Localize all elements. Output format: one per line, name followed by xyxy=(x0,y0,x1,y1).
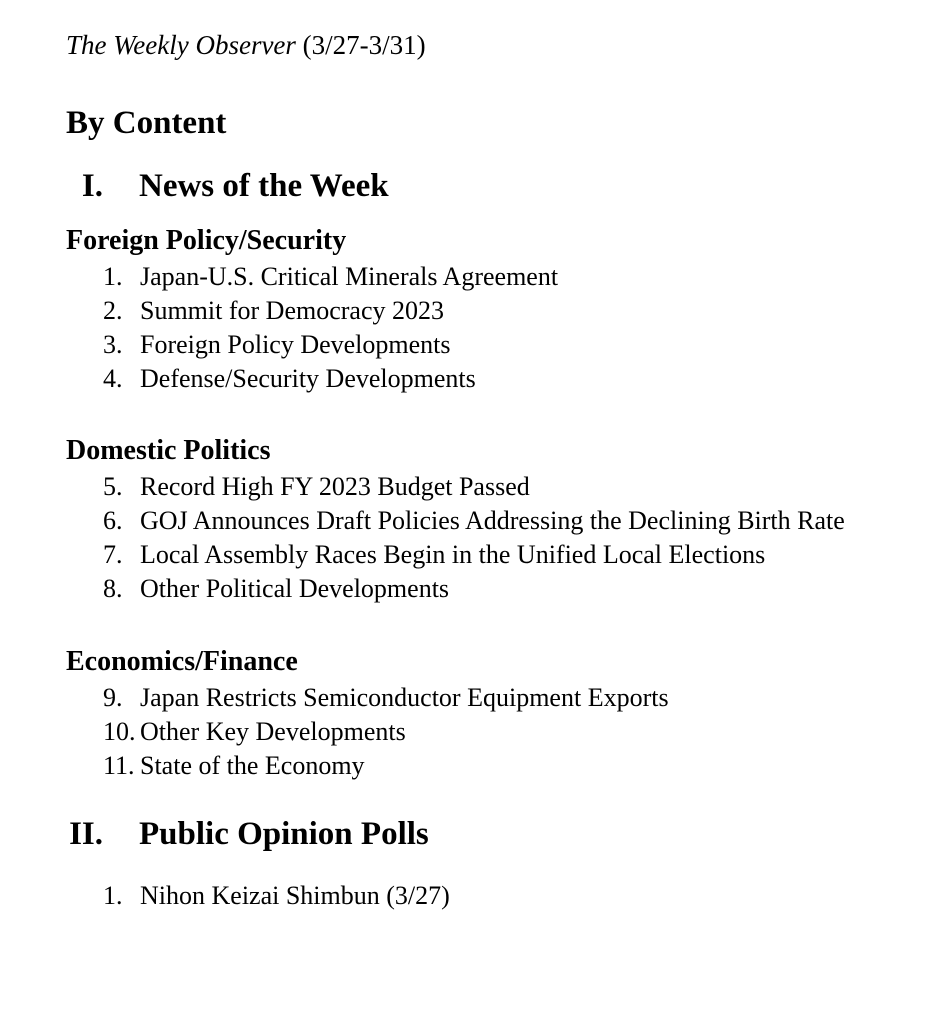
list-item xyxy=(103,572,878,606)
subsection-foreign-policy-heading: Foreign Policy/Security xyxy=(66,225,347,256)
list-item xyxy=(103,470,878,504)
item-number: 2. xyxy=(103,296,123,325)
list-item xyxy=(103,715,878,749)
list-item xyxy=(103,504,878,538)
section-numeral: I. xyxy=(81,168,103,204)
item-number: 1. xyxy=(103,881,123,910)
public-opinion-polls-list xyxy=(66,879,878,913)
section-news-of-the-week-heading xyxy=(66,166,878,206)
list-item xyxy=(103,260,878,294)
item-number: 6. xyxy=(103,506,123,535)
publication-name: The Weekly Observer xyxy=(66,30,296,60)
list-item xyxy=(103,294,878,328)
item-text: Foreign Policy Developments xyxy=(140,330,451,359)
item-text: State of the Economy xyxy=(140,751,365,780)
item-text: Other Key Developments xyxy=(140,717,406,746)
item-number: 4. xyxy=(103,364,123,393)
list-item xyxy=(103,879,878,913)
section-numeral: II. xyxy=(69,816,103,852)
list-item xyxy=(103,362,878,396)
item-text: Other Political Developments xyxy=(140,574,450,603)
section-public-opinion-polls-heading xyxy=(66,814,878,854)
item-number: 5. xyxy=(103,472,123,501)
domestic-politics-list xyxy=(66,470,878,606)
item-text: Summit for Democracy 2023 xyxy=(140,296,444,325)
item-text: Record High FY 2023 Budget Passed xyxy=(140,472,530,501)
item-text: Defense/Security Developments xyxy=(140,364,476,393)
subsection-economics-finance-heading: Economics/Finance xyxy=(66,646,298,677)
list-item xyxy=(103,749,878,783)
list-item xyxy=(103,328,878,362)
by-content-heading: By Content xyxy=(66,105,227,141)
section-title: Public Opinion Polls xyxy=(139,816,429,852)
item-number: 1. xyxy=(103,262,123,291)
list-item xyxy=(103,681,878,715)
item-number: 7. xyxy=(103,540,123,569)
list-item xyxy=(103,538,878,572)
item-number: 10. xyxy=(103,717,136,746)
item-text: Nihon Keizai Shimbun (3/27) xyxy=(140,881,450,910)
title-date-range: (3/27-3/31) xyxy=(295,30,426,60)
item-number: 11. xyxy=(103,751,135,780)
item-text: Japan-U.S. Critical Minerals Agreement xyxy=(140,262,559,291)
item-number: 9. xyxy=(103,683,123,712)
item-text: Local Assembly Races Begin in the Unified Local Elections xyxy=(140,540,766,569)
document-title xyxy=(66,29,878,61)
item-text: Japan Restricts Semiconductor Equipment Exports xyxy=(140,683,669,712)
item-number: 3. xyxy=(103,330,123,359)
subsection-domestic-politics-heading: Domestic Politics xyxy=(66,435,271,466)
item-number: 8. xyxy=(103,574,123,603)
item-text: GOJ Announces Draft Policies Addressing the Declining Birth Rate xyxy=(140,506,845,535)
foreign-policy-list xyxy=(66,260,878,396)
economics-finance-list xyxy=(66,681,878,783)
section-title: News of the Week xyxy=(139,168,389,204)
